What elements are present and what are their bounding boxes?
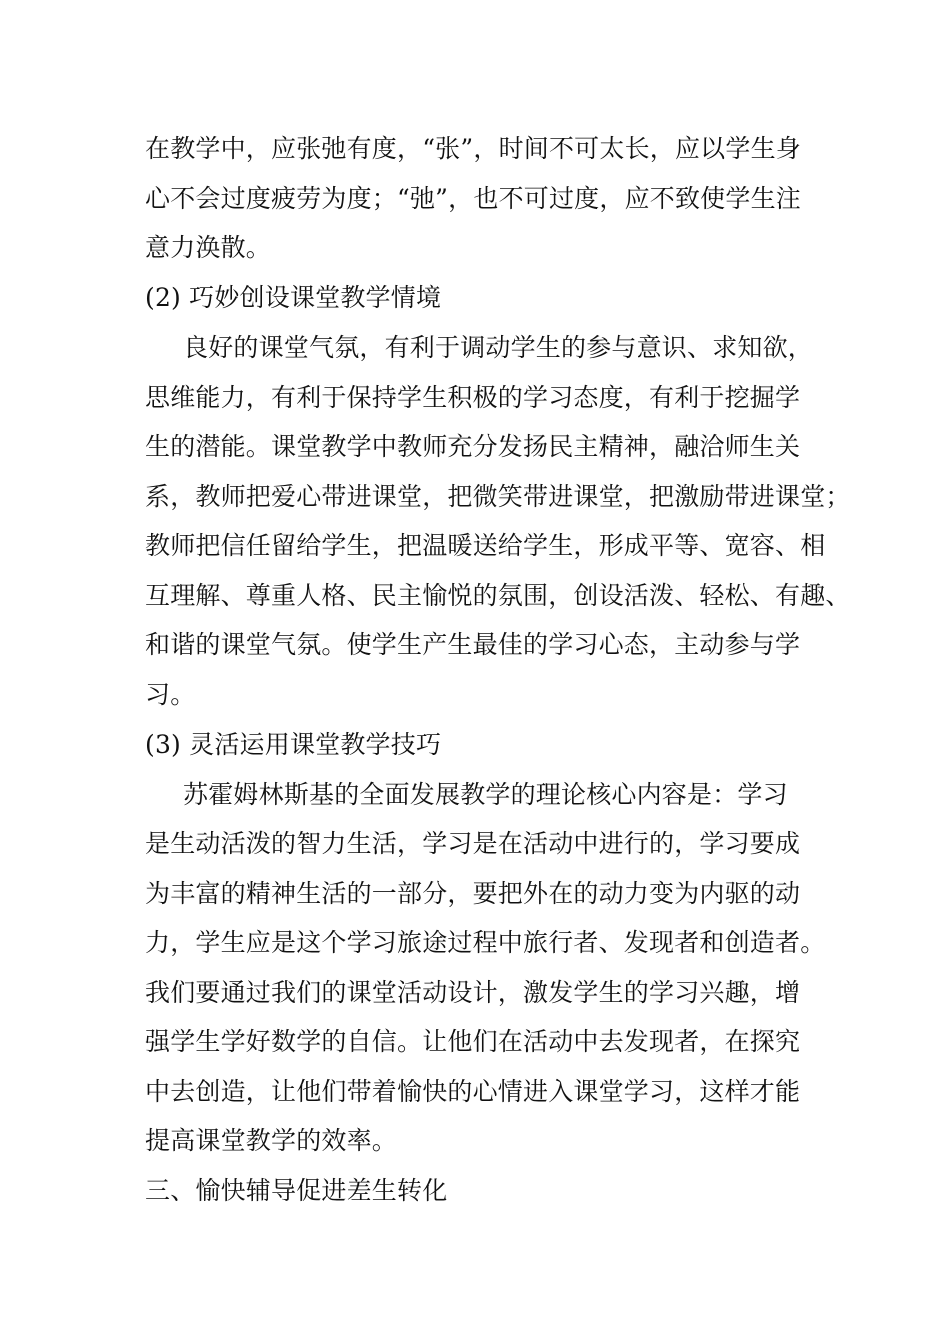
paragraph-line: 习。 [145,680,196,709]
paragraph-line: 力，学生应是这个学习旅途过程中旅行者、发现者和创造者。 [145,928,826,957]
section-heading: (3) 灵活运用课堂教学技巧 [145,730,442,759]
paragraph-line: 中去创造，让他们带着愉快的心情进入课堂学习，这样才能 [145,1077,801,1106]
paragraph-line: 意力涣散。 [145,233,272,262]
paragraph-line: 生的潜能。课堂教学中教师充分发扬民主精神，融洽师生关 [145,432,801,461]
paragraph-line: 和谐的课堂气氛。使学生产生最佳的学习心态，主动参与学 [145,630,801,659]
paragraph-line: 我们要通过我们的课堂活动设计，激发学生的学习兴趣，增 [145,978,801,1007]
paragraph-line: 强学生学好数学的自信。让他们在活动中去发现者，在探究 [145,1027,801,1056]
paragraph-line: 良好的课堂气氛，有利于调动学生的参与意识、求知欲， [183,333,814,362]
paragraph-line: 是生动活泼的智力生活，学习是在活动中进行的，学习要成 [145,829,801,858]
paragraph-line: 系，教师把爱心带进课堂，把微笑带进课堂，把激励带进课堂； [145,482,851,511]
paragraph-line: 苏霍姆林斯基的全面发展教学的理论核心内容是：学习 [183,780,788,809]
section-heading: 三、愉快辅导促进差生转化 [145,1176,448,1205]
paragraph-line: 心不会过度疲劳为度；“弛”，也不可过度，应不致使学生注 [145,184,801,213]
paragraph-line: 为丰富的精神生活的一部分，要把外在的动力变为内驱的动 [145,879,801,908]
paragraph-line: 提高课堂教学的效率。 [145,1126,398,1155]
paragraph-line: 在教学中，应张弛有度，“张”，时间不可太长，应以学生身 [145,134,801,163]
section-heading: (2) 巧妙创设课堂教学情境 [145,283,442,312]
paragraph-line: 思维能力，有利于保持学生积极的学习态度，有利于挖掘学 [145,383,801,412]
paragraph-line: 互理解、尊重人格、民主愉悦的氛围，创设活泼、轻松、有趣、 [145,581,851,610]
paragraph-line: 教师把信任留给学生，把温暖送给学生，形成平等、宽容、相 [145,531,826,560]
